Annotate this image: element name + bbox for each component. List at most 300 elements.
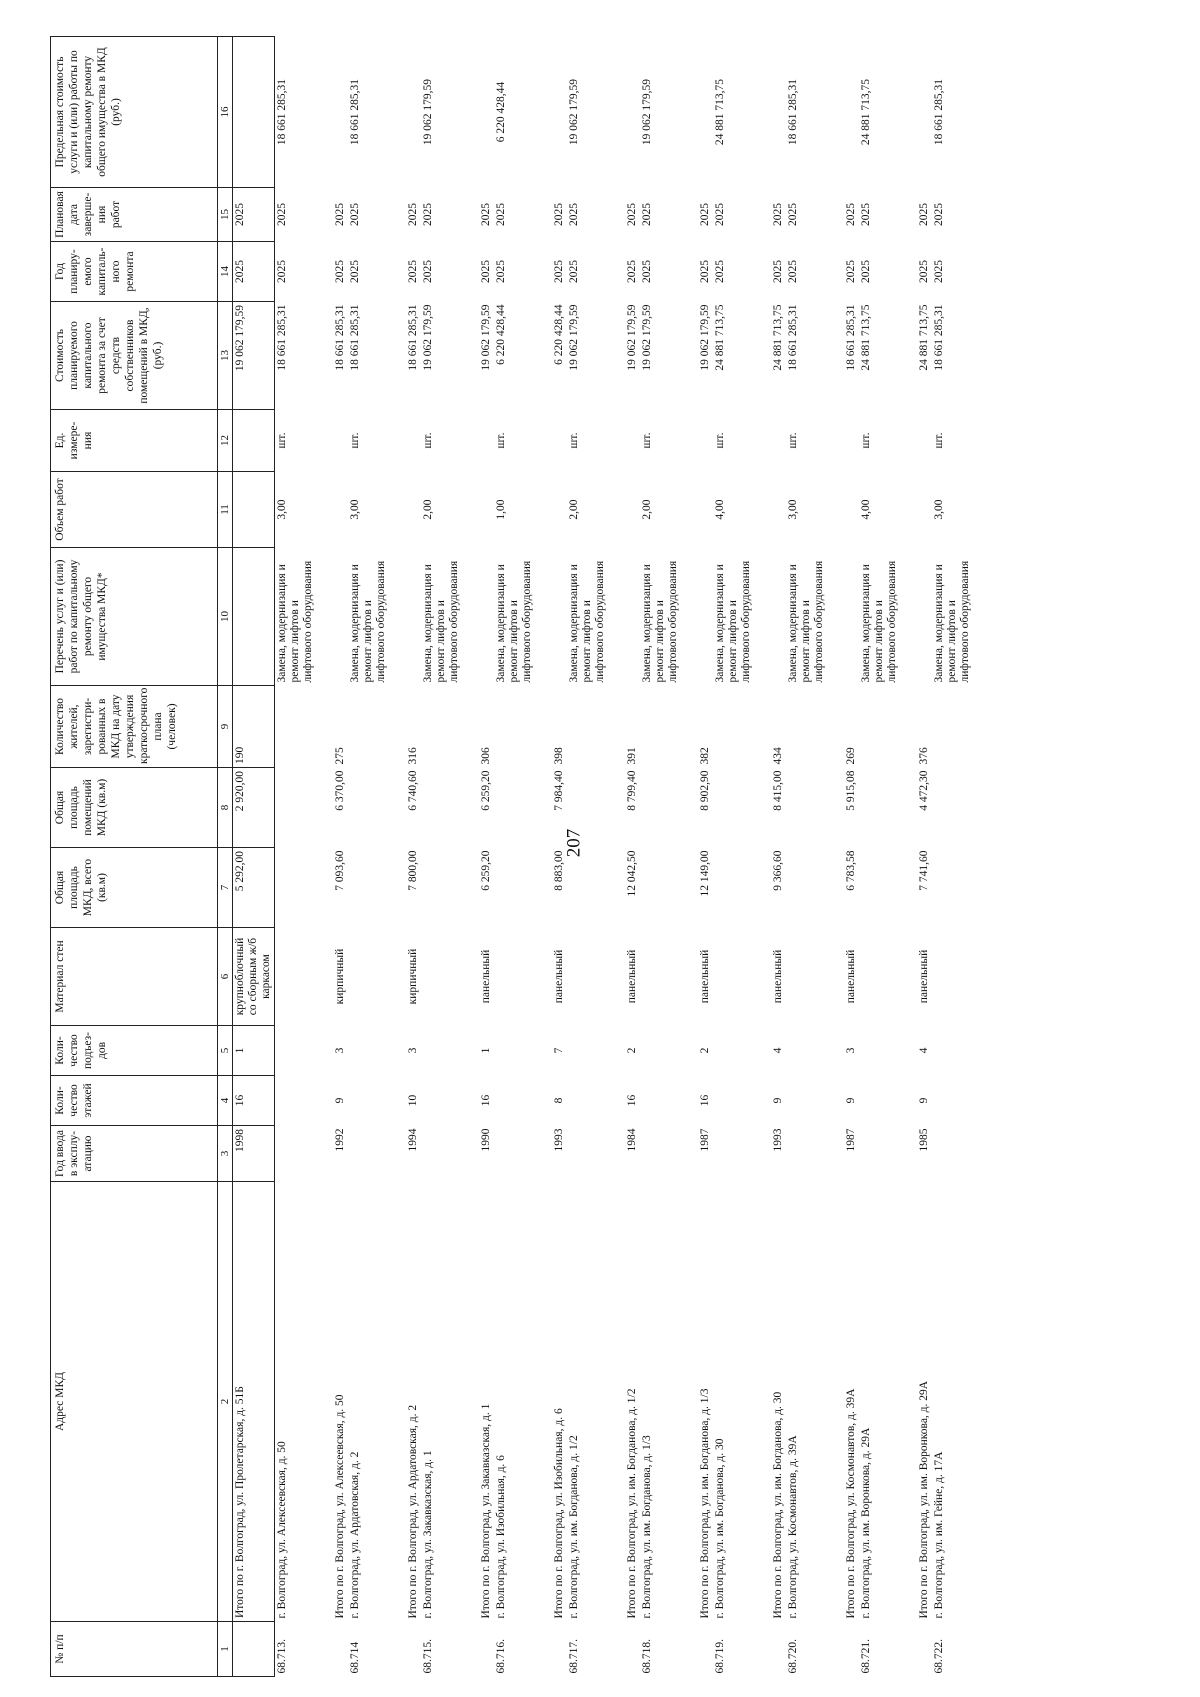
floors-cell: 16 (626, 1094, 638, 1107)
floors-cell: 8 (553, 1097, 565, 1104)
limit-cell (917, 37, 932, 188)
cost-cell: 18 661 285,31 (349, 304, 361, 371)
residents-cell: 306 (480, 747, 492, 765)
column-number: 7 (218, 848, 233, 928)
plan-year-cell: 2025 (407, 260, 419, 283)
empty-cell (567, 1126, 625, 1182)
floors-cell: 9 (845, 1097, 857, 1104)
area-premises-cell: 7 984,40 (553, 770, 565, 811)
cost-cell: 6 220 428,44 (553, 304, 565, 365)
limit-cell: 18 661 285,31 (349, 78, 361, 146)
end-date-cell: 2025 (699, 203, 711, 226)
unit-cell: шт. (422, 432, 434, 449)
plan-year-cell: 2025 (553, 260, 565, 283)
column-number: 13 (218, 302, 233, 410)
number-cell (552, 1622, 567, 1677)
empty-cell (494, 1026, 552, 1076)
address-cell: Итого по г. Волгоград, ул. Алексеевская, д. 50 (334, 1394, 346, 1619)
area-premises-cell: 6 370,00 (334, 770, 346, 811)
work-cell (917, 548, 932, 686)
unit-cell: шт. (787, 432, 799, 449)
total-row (233, 37, 275, 1677)
column-number: 10 (218, 548, 233, 686)
number-cell: 68.714 (349, 1641, 361, 1674)
cost-cell: 18 661 285,31 (845, 304, 857, 371)
empty-cell (713, 848, 771, 928)
cost-cell: 19 062 179,59 (480, 304, 492, 371)
empty-cell (786, 848, 844, 928)
empty-cell (275, 928, 334, 1026)
empty-cell (932, 1026, 990, 1076)
area-premises-cell: 6 740,60 (407, 770, 419, 811)
empty-cell (859, 1126, 917, 1182)
cost-cell: 18 661 285,31 (334, 304, 346, 371)
material-cell: кирпичный (407, 948, 419, 1005)
limit-cell (698, 37, 713, 188)
end-date-cell: 2025 (641, 203, 653, 226)
volume-cell (552, 472, 567, 548)
limit-cell: 18 661 285,31 (933, 78, 945, 146)
year-cell: 1987 (845, 1128, 857, 1152)
limit-cell (406, 37, 421, 188)
unit-cell (917, 410, 932, 472)
column-number: 14 (218, 242, 233, 302)
plan-year-cell: 2025 (918, 260, 930, 283)
material-cell: панельный (918, 949, 930, 1004)
limit-cell: 18 661 285,31 (276, 78, 288, 146)
work-cell: Замена, модернизация и ремонт лифтов и лифтового оборудования (933, 560, 971, 683)
plan-year-cell: 2025 (845, 260, 857, 283)
number-cell: 68.717. (568, 1639, 580, 1674)
column-number: 8 (218, 768, 233, 848)
table-row (494, 37, 552, 1677)
total-row (698, 37, 713, 1677)
table-body (233, 37, 991, 1677)
area-total-cell: 6 783,58 (845, 850, 857, 891)
material-cell: панельный (699, 949, 711, 1004)
column-header: Общая площадь МКД, всего (кв.м) (51, 848, 218, 928)
plan-year-cell: 2025 (276, 260, 288, 283)
end-date-cell: 2025 (276, 203, 288, 226)
number-cell: 68.719. (714, 1639, 726, 1674)
year-cell: 1993 (772, 1128, 784, 1152)
cost-cell: 24 881 713,75 (772, 304, 784, 371)
area-premises-cell: 8 902,90 (699, 770, 711, 811)
residents-cell: 190 (233, 686, 275, 768)
cost-cell: 19 062 179,59 (233, 302, 275, 410)
empty-cell (348, 1026, 406, 1076)
address-cell: Итого по г. Волгоград, ул. им. Воронкова, д. 29А (918, 1380, 930, 1619)
table-row (567, 37, 625, 1677)
address-cell: Итого по г. Волгоград, ул. Космонавтов, д. 39А (845, 1388, 857, 1619)
cost-cell: 24 881 713,75 (714, 304, 726, 371)
unit-cell: шт. (349, 432, 361, 449)
limit-cell: 24 881 713,75 (714, 78, 726, 146)
address-cell: г. Волгоград, ул. им. Богданова, д. 1/2 (568, 1435, 580, 1619)
empty-cell (640, 1026, 698, 1076)
column-number: 15 (218, 188, 233, 242)
column-number: 3 (218, 1126, 233, 1182)
address-cell: г. Волгоград, ул. Алексеевская, д. 50 (276, 1441, 288, 1619)
empty-cell (348, 928, 406, 1026)
area-total-cell: 12 042,50 (626, 850, 638, 897)
number-cell: 68.718. (641, 1639, 653, 1674)
empty-cell (567, 1026, 625, 1076)
limit-cell (479, 37, 494, 188)
area-premises-cell: 2 920,00 (233, 768, 275, 848)
number-cell (698, 1622, 713, 1677)
empty-cell (932, 1126, 990, 1182)
empty-cell (494, 1126, 552, 1182)
table-row (421, 37, 479, 1677)
address-cell: Итого по г. Волгоград, ул. Закавказская, д. 1 (480, 1403, 492, 1619)
volume-cell: 1,00 (495, 499, 507, 520)
number-cell: 68.713. (276, 1639, 288, 1674)
residents-cell: 391 (626, 747, 638, 765)
total-row (333, 37, 348, 1677)
total-row (771, 37, 786, 1677)
entrances-cell: 2 (626, 1047, 638, 1054)
area-total-cell: 7 741,60 (918, 850, 930, 891)
unit-cell: шт. (568, 432, 580, 449)
entrances-cell: 4 (918, 1047, 930, 1054)
limit-cell (844, 37, 859, 188)
empty-cell (713, 768, 771, 848)
entrances-cell: 1 (480, 1047, 492, 1054)
empty-cell (421, 1076, 479, 1126)
column-header: Общая площадь помещений МКД (кв.м) (51, 768, 218, 848)
end-date-cell: 2025 (422, 203, 434, 226)
empty-cell (275, 1126, 334, 1182)
plan-year-cell: 2025 (233, 242, 275, 302)
table-row (713, 37, 771, 1677)
unit-cell (625, 410, 640, 472)
work-cell (552, 548, 567, 686)
cost-cell: 24 881 713,75 (860, 304, 872, 371)
floors-cell: 16 (699, 1094, 711, 1107)
column-header: № п/п (51, 1622, 218, 1677)
year-cell: 1998 (233, 1126, 275, 1182)
empty-cell (713, 1126, 771, 1182)
total-row (479, 37, 494, 1677)
end-date-cell: 2025 (933, 203, 945, 226)
work-cell: Замена, модернизация и ремонт лифтов и лифтового оборудования (276, 560, 314, 683)
column-header: Плановая дата заверше-ния работ (51, 188, 218, 242)
plan-year-cell: 2025 (641, 260, 653, 283)
empty-cell (494, 928, 552, 1026)
plan-year-cell: 2025 (422, 260, 434, 283)
address-cell: г. Волгоград, ул. Закавказская, д. 1 (422, 1450, 434, 1619)
entrances-cell: 4 (772, 1047, 784, 1054)
end-date-cell: 2025 (860, 203, 872, 226)
work-cell (771, 548, 786, 686)
end-date-cell: 2025 (845, 203, 857, 226)
page-number: 207 (563, 828, 585, 858)
area-premises-cell: 8 799,40 (626, 770, 638, 811)
area-total-cell: 6 259,20 (480, 850, 492, 891)
cost-cell: 18 661 285,31 (276, 304, 288, 371)
address-cell: г. Волгоград, ул. им. Богданова, д. 30 (714, 1438, 726, 1619)
plan-year-cell: 2025 (699, 260, 711, 283)
number-cell (406, 1622, 421, 1677)
floors-cell: 9 (334, 1097, 346, 1104)
column-header: Год ввода в эксплу-атацию (51, 1126, 218, 1182)
empty-cell (713, 686, 771, 768)
end-date-cell: 2025 (334, 203, 346, 226)
empty-cell (421, 768, 479, 848)
unit-cell (844, 410, 859, 472)
volume-cell (771, 472, 786, 548)
work-cell: Замена, модернизация и ремонт лифтов и лифтового оборудования (641, 560, 679, 683)
work-cell: Замена, модернизация и ремонт лифтов и лифтового оборудования (568, 560, 606, 683)
plan-year-cell: 2025 (349, 260, 361, 283)
cost-cell: 19 062 179,59 (568, 304, 580, 371)
residents-cell: 434 (772, 747, 784, 765)
year-cell: 1992 (334, 1128, 346, 1152)
area-premises-cell: 5 915,08 (845, 770, 857, 811)
end-date-cell: 2025 (233, 188, 275, 242)
empty-cell (421, 848, 479, 928)
number-cell (625, 1622, 640, 1677)
unit-cell: шт. (860, 432, 872, 449)
limit-cell (625, 37, 640, 188)
limit-cell (552, 37, 567, 188)
empty-cell (275, 848, 334, 928)
empty-cell (275, 768, 334, 848)
plan-year-cell: 2025 (495, 260, 507, 283)
address-cell: Итого по г. Волгоград, ул. Пролетарская, д. 51Б (233, 1182, 275, 1622)
empty-cell (275, 686, 334, 768)
plan-year-cell: 2025 (714, 260, 726, 283)
empty-cell (348, 848, 406, 928)
empty-cell (859, 848, 917, 928)
floors-cell: 9 (772, 1097, 784, 1104)
column-number: 6 (218, 928, 233, 1026)
empty-cell (859, 1026, 917, 1076)
total-row (917, 37, 932, 1677)
material-cell: панельный (480, 949, 492, 1004)
table-row (348, 37, 406, 1677)
plan-year-cell: 2025 (626, 260, 638, 283)
work-cell: Замена, модернизация и ремонт лифтов и лифтового оборудования (422, 560, 460, 683)
year-cell: 1984 (626, 1128, 638, 1152)
floors-cell: 16 (233, 1076, 275, 1126)
cost-cell: 19 062 179,59 (422, 304, 434, 371)
end-date-cell: 2025 (480, 203, 492, 226)
address-cell: г. Волгоград, ул. им. Гейне, д. 17А (933, 1451, 945, 1619)
volume-cell (233, 472, 275, 548)
end-date-cell: 2025 (495, 203, 507, 226)
empty-cell (932, 1076, 990, 1126)
entrances-cell: 3 (407, 1047, 419, 1054)
plan-year-cell: 2025 (334, 260, 346, 283)
area-premises-cell: 4 472,30 (918, 770, 930, 811)
table-row (640, 37, 698, 1677)
limit-cell (233, 37, 275, 188)
limit-cell: 6 220 428,44 (495, 81, 507, 143)
column-number: 1 (218, 1622, 233, 1677)
number-cell: 68.721. (860, 1639, 872, 1674)
volume-cell (333, 472, 348, 548)
address-cell: г. Волгоград, ул. Ардатовская, д. 2 (349, 1451, 361, 1619)
unit-cell (406, 410, 421, 472)
plan-year-cell: 2025 (568, 260, 580, 283)
volume-cell: 3,00 (276, 499, 288, 520)
work-cell: Замена, модернизация и ремонт лифтов и лифтового оборудования (349, 560, 387, 683)
empty-cell (713, 1026, 771, 1076)
entrances-cell: 3 (334, 1047, 346, 1054)
volume-cell: 4,00 (714, 499, 726, 520)
table-row (275, 37, 334, 1677)
empty-cell (567, 928, 625, 1026)
empty-cell (859, 1076, 917, 1126)
empty-cell (859, 928, 917, 1026)
plan-year-cell: 2025 (480, 260, 492, 283)
table-row (859, 37, 917, 1677)
cost-cell: 24 881 713,75 (918, 304, 930, 371)
residents-cell: 275 (334, 747, 346, 765)
empty-cell (786, 1026, 844, 1076)
volume-cell: 2,00 (641, 499, 653, 520)
empty-cell (494, 1076, 552, 1126)
area-total-cell: 7 800,00 (407, 850, 419, 891)
empty-cell (640, 848, 698, 928)
year-cell: 1994 (407, 1128, 419, 1152)
column-number: 12 (218, 410, 233, 472)
empty-cell (786, 928, 844, 1026)
limit-cell: 19 062 179,59 (641, 78, 653, 146)
unit-cell (771, 410, 786, 472)
empty-cell (348, 686, 406, 768)
address-cell: г. Волгоград, ул. Изобильная, д. 6 (495, 1455, 507, 1619)
column-header: Перечень услуг и (или) работ по капитальному ремонту общего имущества МКД* (51, 548, 218, 686)
area-total-cell: 8 883,00 (553, 850, 565, 891)
cost-cell: 18 661 285,31 (787, 304, 799, 371)
empty-cell (713, 928, 771, 1026)
work-cell (844, 548, 859, 686)
unit-cell: шт. (933, 432, 945, 449)
column-number: 2 (218, 1182, 233, 1622)
area-premises-cell: 6 259,20 (480, 770, 492, 811)
work-cell (406, 548, 421, 686)
plan-year-cell: 2025 (860, 260, 872, 283)
number-cell: 68.715. (422, 1639, 434, 1674)
unit-cell: шт. (495, 432, 507, 449)
column-header: Предельная стоимость услуги и (или) работы по капитальному ремонту общего имущества в МКД (руб.) (51, 37, 218, 188)
table-header-row (51, 37, 218, 1677)
empty-cell (421, 1126, 479, 1182)
unit-cell (333, 410, 348, 472)
number-cell: 68.716. (495, 1639, 507, 1674)
empty-cell (932, 848, 990, 928)
column-header: Стоимость планируемого капитального ремонта за счет средств собственников помещений в МКД, (руб.) (51, 302, 218, 410)
limit-cell (333, 37, 348, 188)
column-header: Коли-чество этажей (51, 1076, 218, 1126)
unit-cell (233, 410, 275, 472)
end-date-cell: 2025 (568, 203, 580, 226)
area-total-cell: 7 093,60 (334, 850, 346, 891)
work-cell (233, 548, 275, 686)
total-row (844, 37, 859, 1677)
work-cell: Замена, модернизация и ремонт лифтов и лифтового оборудования (860, 560, 898, 683)
table-row (932, 37, 990, 1677)
volume-cell: 3,00 (787, 499, 799, 520)
address-cell: Итого по г. Волгоград, ул. Изобильная, д. 6 (553, 1408, 565, 1619)
limit-cell: 24 881 713,75 (860, 78, 872, 146)
residents-cell: 398 (553, 747, 565, 765)
volume-cell (698, 472, 713, 548)
number-cell (479, 1622, 494, 1677)
column-number-row (218, 37, 233, 1677)
column-number: 16 (218, 37, 233, 188)
column-number: 9 (218, 686, 233, 768)
work-cell (698, 548, 713, 686)
residents-cell: 316 (407, 747, 419, 765)
number-cell: 68.722. (933, 1639, 945, 1674)
empty-cell (348, 768, 406, 848)
volume-cell (625, 472, 640, 548)
column-number: 5 (218, 1026, 233, 1076)
column-header: Адрес МКД (51, 1182, 218, 1622)
plan-year-cell: 2025 (933, 260, 945, 283)
material-cell: панельный (772, 949, 784, 1004)
end-date-cell: 2025 (553, 203, 565, 226)
total-row (406, 37, 421, 1677)
empty-cell (640, 1076, 698, 1126)
number-cell: 68.720. (787, 1639, 799, 1674)
column-header: Год планиру-емого капиталь-ного ремонта (51, 242, 218, 302)
floors-cell: 9 (918, 1097, 930, 1104)
empty-cell (567, 1076, 625, 1126)
cost-cell: 19 062 179,59 (641, 304, 653, 371)
volume-cell: 2,00 (568, 499, 580, 520)
empty-cell (494, 686, 552, 768)
floors-cell: 10 (407, 1094, 419, 1107)
empty-cell (640, 768, 698, 848)
empty-cell (786, 686, 844, 768)
empty-cell (713, 1076, 771, 1126)
volume-cell (479, 472, 494, 548)
empty-cell (421, 686, 479, 768)
volume-cell: 3,00 (933, 499, 945, 520)
entrances-cell: 1 (233, 1026, 275, 1076)
number-cell (917, 1622, 932, 1677)
year-cell: 1993 (553, 1128, 565, 1152)
work-cell (479, 548, 494, 686)
residents-cell: 382 (699, 747, 711, 765)
empty-cell (640, 928, 698, 1026)
end-date-cell: 2025 (407, 203, 419, 226)
material-cell: крупноблочный со сборным ж/б каркасом (233, 928, 275, 1026)
material-cell: панельный (553, 949, 565, 1004)
unit-cell (552, 410, 567, 472)
cost-cell: 18 661 285,31 (933, 304, 945, 371)
volume-cell (917, 472, 932, 548)
work-cell (333, 548, 348, 686)
empty-cell (421, 1026, 479, 1076)
empty-cell (348, 1126, 406, 1182)
floors-cell: 16 (480, 1094, 492, 1107)
empty-cell (421, 928, 479, 1026)
unit-cell (479, 410, 494, 472)
limit-cell: 19 062 179,59 (422, 78, 434, 146)
material-cell: панельный (626, 949, 638, 1004)
residents-cell: 269 (845, 747, 857, 765)
cost-cell: 6 220 428,44 (495, 304, 507, 365)
empty-cell (348, 1076, 406, 1126)
address-cell: Итого по г. Волгоград, ул. Ардатовская, д. 2 (407, 1404, 419, 1619)
unit-cell: шт. (714, 432, 726, 449)
